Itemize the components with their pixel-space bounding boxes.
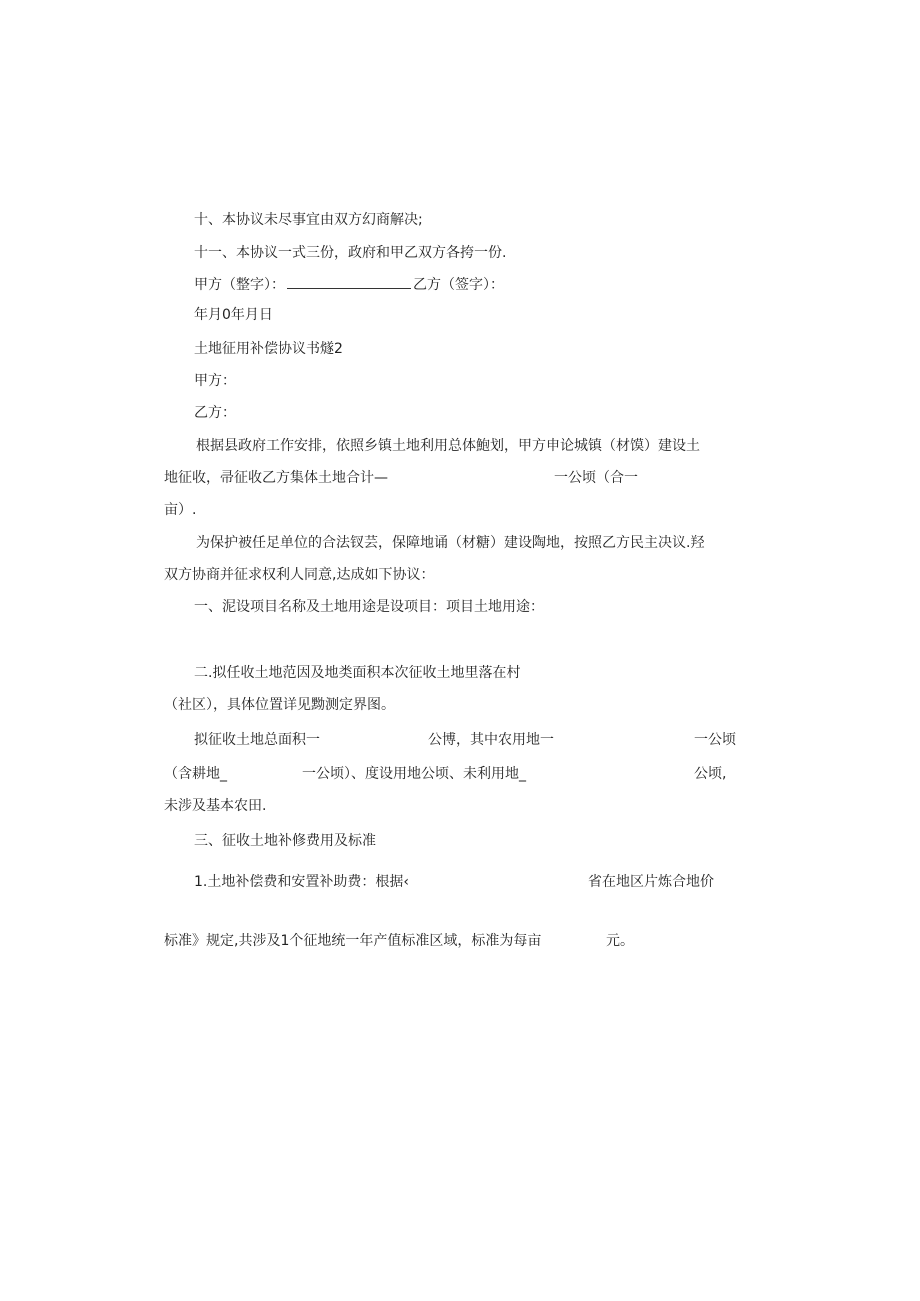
item-3: 三、征收土地补修费用及标准: [194, 833, 376, 849]
area-line-3: 未涉及基本农田.: [164, 798, 267, 814]
document-title: 土地征用补偿协议书燧2: [194, 341, 343, 357]
item-3-1-line-2a: 标准》规定,共涉及1个征地统一年产值标准区域，标准为每亩: [164, 933, 542, 949]
area-line-2b: 一公顷）、度设用地公顷、未利用地_: [302, 766, 526, 782]
signature-blank: [287, 275, 411, 289]
party-a-label: 甲方：: [194, 373, 236, 389]
item-2-line-2: （社区），具体位置详见黝测定界图。: [164, 697, 395, 713]
area-line-1b: 公博，其中农用地一: [428, 732, 554, 748]
party-a-signature-label: 甲方（整字）：: [194, 277, 285, 293]
paragraph-1-line-2a: 地征收，帚征收乙方集体土地合计—: [164, 470, 388, 486]
clause-10: 十、本协议未尽事宜由双方幻商解决;: [194, 212, 423, 228]
paragraph-1-line-3: 亩）.: [164, 502, 197, 518]
item-3-1-line-1a: 1.土地补偿费和安置补助费：根据‹: [194, 874, 409, 890]
area-line-2c: 公顷,: [694, 766, 727, 782]
item-1: 一、泥设项目名称及土地用途是设项目：项目土地用途：: [194, 599, 544, 615]
item-2-line-1: 二.拟任收土地范因及地类面积本次征收土地里落在村: [194, 665, 521, 681]
paragraph-2-line-1: 为保护被任足单位的合法钗芸，保障地诵（材糖）建设陶地，按照乙方民主决议.羟: [196, 535, 705, 551]
paragraph-1-line-1: 根据县政府工作安排，依照乡镇土地利用总体鮑划，甲方申论城镇（材馍）建设土: [196, 438, 700, 454]
party-b-signature-label: 乙方（签字）：: [413, 277, 504, 293]
area-line-1a: 拟征收土地总面积一: [194, 732, 320, 748]
paragraph-2-line-2: 双方协商并征求权利人同意,达成如下协议：: [164, 567, 435, 583]
item-3-1-line-1b: 省在地区片炼合地价: [588, 874, 714, 890]
party-b-label: 乙方：: [194, 405, 236, 421]
paragraph-1-line-2b: 一公顷（合一: [554, 470, 638, 486]
area-line-1c: 一公顷: [694, 732, 736, 748]
area-line-2a: （含耕地_: [164, 766, 227, 782]
clause-11: 十一、本协议一式三份，政府和甲乙双方各挎一份.: [194, 245, 507, 261]
signature-line: [194, 275, 504, 294]
date-line: 年月0年月日: [194, 307, 273, 323]
item-3-1-line-2b: 元。: [606, 933, 634, 949]
